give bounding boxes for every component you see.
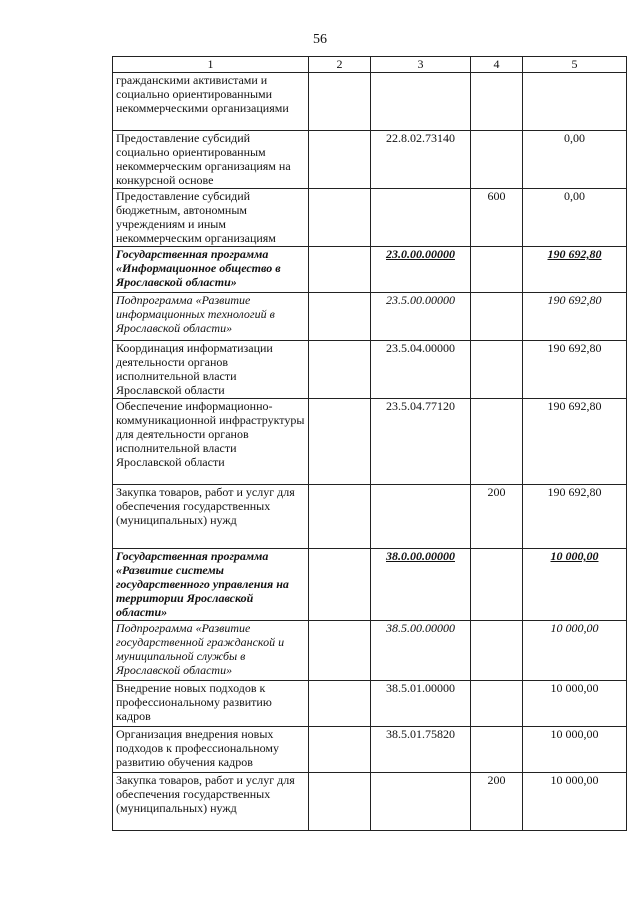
row-code: 23.5.04.00000 [371,341,471,399]
row-code: 22.8.02.73140 [371,131,471,189]
row-expense-kind [471,681,523,727]
row-amount: 10 000,00 [523,681,627,727]
table-row [113,621,627,681]
header-col-3: 3 [371,57,471,73]
row-expense-kind [471,399,523,485]
page-number: 56 [313,32,327,47]
row-code: 38.5.00.00000 [371,621,471,681]
table-row [113,341,627,399]
row-amount: 190 692,80 [523,247,627,293]
table-row [113,549,627,621]
row-col-2 [309,485,371,549]
row-amount: 190 692,80 [523,399,627,485]
row-amount: 10 000,00 [523,549,627,621]
row-amount: 10 000,00 [523,621,627,681]
row-amount: 0,00 [523,131,627,189]
row-code: 38.0.00.00000 [371,549,471,621]
row-code: 38.5.01.00000 [371,681,471,727]
row-name: Предоставление субсидий бюджетным, автономным учреждениям и иным некоммерческим организациям [113,189,309,247]
row-name: Организация внедрения новых подходов к профессиональному развитию обучения кадров [113,727,309,773]
row-expense-kind [471,727,523,773]
row-col-2 [309,247,371,293]
row-code [371,485,471,549]
table-row [113,73,627,131]
header-col-1: 1 [113,57,309,73]
row-amount: 10 000,00 [523,727,627,773]
row-col-2 [309,681,371,727]
header-col-4: 4 [471,57,523,73]
row-code: 38.5.01.75820 [371,727,471,773]
row-code: 23.5.00.00000 [371,293,471,341]
row-name: Государственная программа «Информационное общество в Ярославской области» [113,247,309,293]
table-row [113,681,627,727]
table-row [113,399,627,485]
row-col-2 [309,549,371,621]
row-name: гражданскими активистами и социально ориентированными некоммерческими организациями [113,73,309,131]
budget-table [112,56,627,831]
row-name: Подпрограмма «Развитие информационных технологий в Ярославской области» [113,293,309,341]
table-row [113,773,627,831]
row-expense-kind [471,131,523,189]
row-col-2 [309,341,371,399]
row-col-2 [309,131,371,189]
table-row [113,189,627,247]
table-row [113,485,627,549]
row-col-2 [309,773,371,831]
table-body [113,73,627,831]
row-amount [523,73,627,131]
row-amount: 190 692,80 [523,341,627,399]
row-amount: 10 000,00 [523,773,627,831]
row-code [371,189,471,247]
row-amount: 190 692,80 [523,293,627,341]
row-expense-kind [471,73,523,131]
table-row [113,293,627,341]
header-col-2: 2 [309,57,371,73]
row-expense-kind [471,549,523,621]
row-expense-kind [471,621,523,681]
row-name: Предоставление субсидий социально ориентированным некоммерческим организациям на конкурсной основе [113,131,309,189]
row-expense-kind: 600 [471,189,523,247]
row-amount: 0,00 [523,189,627,247]
header-col-5: 5 [523,57,627,73]
table-row [113,727,627,773]
row-name: Внедрение новых подходов к профессиональному развитию кадров [113,681,309,727]
row-name: Закупка товаров, работ и услуг для обеспечения государственных (муниципальных) нужд [113,773,309,831]
row-col-2 [309,73,371,131]
row-expense-kind: 200 [471,485,523,549]
row-col-2 [309,399,371,485]
row-code: 23.0.00.00000 [371,247,471,293]
row-name: Государственная программа «Развитие системы государственного управления на территории Ярославской области» [113,549,309,621]
header-row [113,57,627,73]
row-expense-kind [471,341,523,399]
row-amount: 190 692,80 [523,485,627,549]
row-expense-kind [471,247,523,293]
table-row [113,131,627,189]
row-code: 23.5.04.77120 [371,399,471,485]
row-col-2 [309,189,371,247]
row-col-2 [309,727,371,773]
row-code [371,773,471,831]
row-code [371,73,471,131]
row-expense-kind [471,293,523,341]
row-col-2 [309,621,371,681]
row-name: Координация информатизации деятельности органов исполнительной власти Ярославской области [113,341,309,399]
table-row [113,247,627,293]
row-name: Обеспечение информационно-коммуникационной инфраструктуры для деятельности органов исполнительной власти Ярославской области [113,399,309,485]
row-name: Подпрограмма «Развитие государственной гражданской и муниципальной службы в Ярославской области» [113,621,309,681]
row-expense-kind: 200 [471,773,523,831]
row-name: Закупка товаров, работ и услуг для обеспечения государственных (муниципальных) нужд [113,485,309,549]
row-col-2 [309,293,371,341]
